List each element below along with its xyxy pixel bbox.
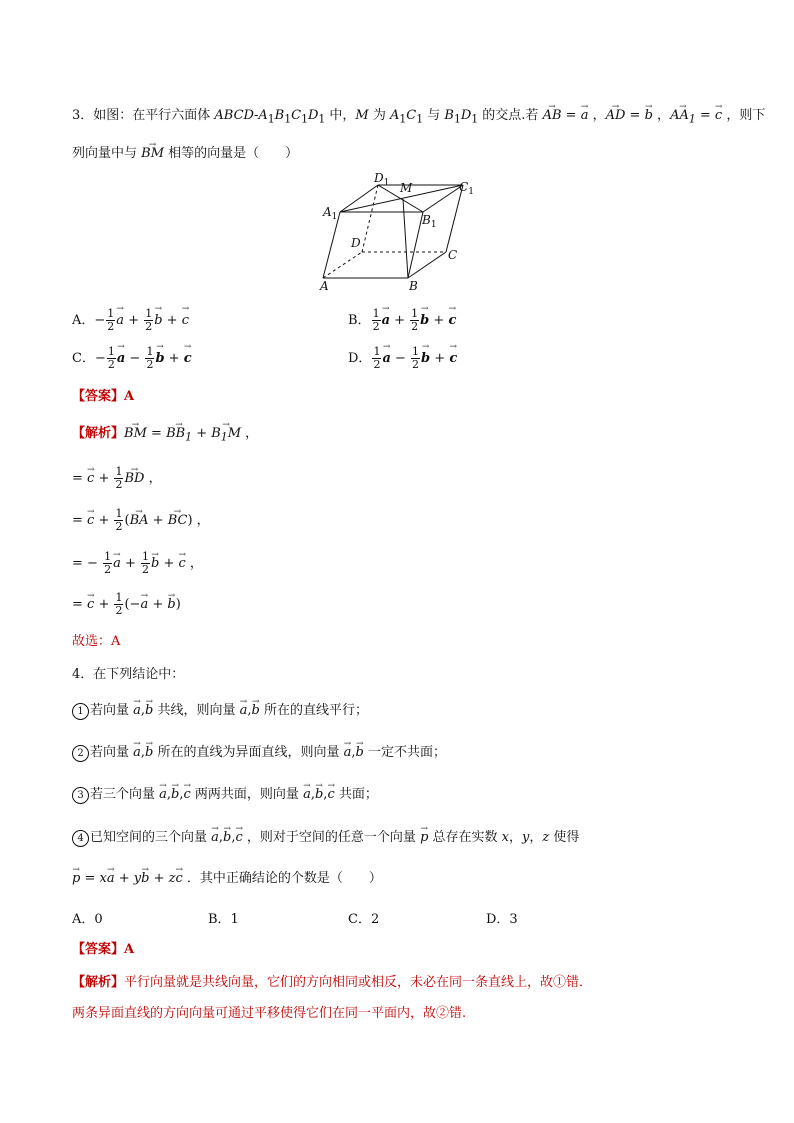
q4-option-c: C．2 xyxy=(348,912,380,927)
label-M: M xyxy=(400,181,413,195)
q3-option-b: B． $\frac{1}{2}$ → a + $\frac{1}{2}$ → b + → c xyxy=(348,308,456,333)
q4-item-2: 2 若向量 → a,→ b 所在的直线为异面直线，则向量 → a,→ b 一定不共面； xyxy=(72,744,446,762)
label-A1: $A_1$ xyxy=(323,205,338,222)
q4-title: 4．在下列结论中： xyxy=(72,667,185,682)
label-C1: $C_1$ xyxy=(459,180,474,197)
q4-item-4: 4 已知空间的三个向量 → a,→ b,→ c ，则对于空间的任意一个向量 → p 总存在实数 x，y，z 使得 xyxy=(72,829,579,847)
label-C: C xyxy=(448,248,458,262)
label-D: D xyxy=(351,236,361,250)
q3-analysis-1: 【解析】→ BM = → $BB_1$ + → $B_1M$ ， xyxy=(72,425,258,447)
q3-analysis-2: = → c + $\frac{1}{2}$ → BD ， xyxy=(72,466,162,491)
parallelepiped-figure xyxy=(318,170,478,295)
q4-option-b: B．1 xyxy=(208,912,239,927)
label-B: B xyxy=(409,279,418,293)
q4-answer: 【答案】A xyxy=(72,942,135,957)
segment-BM xyxy=(403,199,408,278)
edge-BB1 xyxy=(408,212,423,278)
q3-answer: 【答案】A xyxy=(72,389,135,404)
q4-item-4-cont: → p = x→ a + y→ b + z→ c ．其中正确结论的个数是（ ） xyxy=(72,870,382,888)
edge-BC xyxy=(408,252,446,278)
q3-stem-line1: 3．如图：在平行六面体 ABCD-$A_1B_1C_1D_1$ 中，M 为 $A_1C_1$ 与 $B_1D_1$ 的交点.若 → AB = → a ，→ AD = → b ，→ $AA_1$ = → c ，则下 xyxy=(72,107,765,129)
q4-analysis-1: 【解析】平行向量就是共线向量，它们的方向相同或相反，未必在同一条直线上，故①错． xyxy=(72,975,593,990)
q4-option-d: D．3 xyxy=(486,912,518,927)
q3-option-d: D． $\frac{1}{2}$ → a − $\frac{1}{2}$ → b + → c xyxy=(348,346,457,371)
q3-analysis-3: = → c + $\frac{1}{2}$ (→ BA + → BC) ， xyxy=(72,508,210,533)
q3-option-c: C．− $\frac{1}{2}$ → a − $\frac{1}{2}$ → b + → c xyxy=(72,346,192,371)
q4-item-3: 3 若三个向量 → a,→ b,→ c 两两共面，则向量 → a,→ b,→ c 共面； xyxy=(72,786,378,804)
q3-analysis-5: = → c + $\frac{1}{2}$ (−→ a + → b) xyxy=(72,592,181,617)
q4-analysis-2: 两条异面直线的方向向量可通过平移使得它们在同一平面内，故②错. xyxy=(72,1006,467,1021)
q3-option-a: A．− $\frac{1}{2}$ → a + $\frac{1}{2}$ → b + → c xyxy=(72,308,189,333)
q4-item-1: 1 若向量 → a,→ b 共线，则向量 → a,→ b 所在的直线平行； xyxy=(72,702,368,720)
q3-choose: 故选：A xyxy=(72,634,121,649)
label-B1: $B_1$ xyxy=(422,213,437,230)
q4-option-a: A．0 xyxy=(72,912,103,927)
label-A: A xyxy=(320,279,329,293)
q3-analysis-4: = − $\frac{1}{2}$ → a + $\frac{1}{2}$ → b + → c ， xyxy=(72,551,203,576)
q3-stem-line2: 列向量中与 → BM 相等的向量是（ ） xyxy=(72,145,298,163)
label-D1: $D_1$ xyxy=(374,171,390,188)
